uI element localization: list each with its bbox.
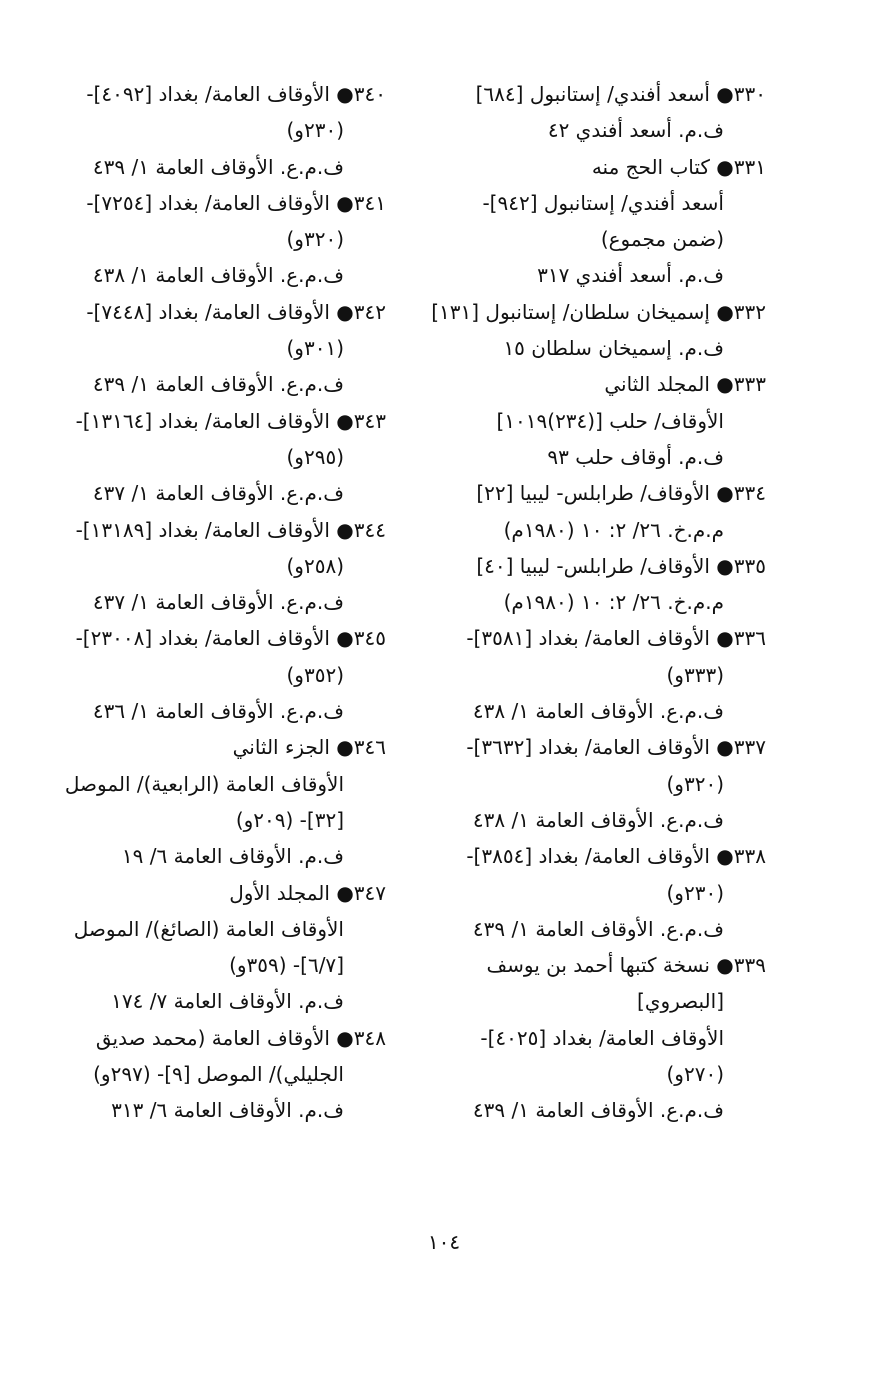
entry-heading-line: ٣٤٢● الأوقاف العامة/ بغداد [٧٤٤٨]- (86, 299, 386, 324)
entry-detail-line: (٣٥٢و) (286, 662, 344, 687)
entry-heading-line: ٣٤٠● الأوقاف العامة/ بغداد [٤٠٩٢]- (86, 82, 386, 106)
entry-detail-line: ف.م.ع. الأوقاف العامة ١/ ٤٣٨ (92, 263, 344, 288)
entry-detail-line: الأوقاف العامة (الرابعية)/ الموصل (64, 771, 344, 796)
entry-detail-line: ف.م.ع. الأوقاف العامة ١/ ٤٣٩ (472, 1098, 724, 1123)
entry-heading-line: ٣٣٠● أسعد أفندي/ إستانبول [٦٨٤] (475, 82, 766, 106)
entry-detail-line: الأوقاف العامة (الصائغ)/ الموصل (73, 916, 344, 941)
entry-heading-line: ٣٣٤● الأوقاف/ طرابلس- ليبيا [٢٢] (476, 481, 766, 506)
entry-detail-line: أسعد أفندي/ إستانبول [٩٤٢]- (482, 190, 724, 215)
entry-detail-line: ف.م. أسعد أفندي ٣١٧ (537, 263, 724, 288)
entry-detail-line: ف.م.ع. الأوقاف العامة ١/ ٤٣٧ (92, 481, 344, 506)
entry-detail-line: م.م.خ. ٢٦/ ٢: ١٠ (١٩٨٠م) (503, 517, 724, 542)
entry-detail-line: (٢٧٠و) (666, 1062, 724, 1087)
entry-detail-line: الأوقاف/ حلب [(٢٣٤)١٠١٩] (496, 408, 724, 433)
entry-detail-line: (٢٣٠و) (666, 880, 724, 905)
entry-heading-line: ٣٣٥● الأوقاف/ طرابلس- ليبيا [٤٠] (476, 553, 766, 578)
entry-detail-line: ف.م.ع. الأوقاف العامة ١/ ٤٣٩ (472, 916, 724, 941)
entry-heading-line: ٣٣٦● الأوقاف العامة/ بغداد [٣٥٨١]- (466, 626, 766, 651)
entry-detail-line: (٣٢٠و) (666, 771, 724, 796)
entry-detail-line: [٣٢]- (٢٠٩و) (235, 807, 344, 832)
entry-heading-line: ٣٤٦● الجزء الثاني (232, 735, 386, 760)
entry-detail-line: [٦/٧]- (٣٥٩و) (229, 953, 344, 978)
page-number: ١٠٤ (427, 1230, 461, 1254)
entry-detail-line: ف.م.ع. الأوقاف العامة ١/ ٤٣٦ (92, 699, 344, 724)
entry-detail-line: (٢٣٠و) (286, 118, 344, 143)
entry-heading-line: ٣٣٩● نسخة كتبها أحمد بن يوسف (486, 953, 766, 978)
right-column (421, 76, 766, 1129)
entry-heading-line: ٣٣٢● إسميخان سلطان/ إستانبول [١٣١] (431, 299, 766, 324)
entry-heading-line: ٣٣٧● الأوقاف العامة/ بغداد [٣٦٣٢]- (466, 735, 766, 760)
left-column (41, 76, 386, 1129)
entry-detail-line: (٣٢٠و) (286, 227, 344, 252)
entry-detail-line: ف.م. الأوقاف العامة ٦/ ٣١٣ (111, 1098, 344, 1123)
entry-detail-line: ف.م. أوقاف حلب ٩٣ (547, 444, 724, 469)
entry-heading-line: ٣٣٣● المجلد الثاني (604, 372, 766, 397)
entry-heading-line: ٣٤٧● المجلد الأول (229, 880, 386, 905)
entry-detail-line: الجليلي)/ الموصل [٩]- (٢٩٧و) (93, 1062, 344, 1087)
entry-detail-line: ف.م.ع. الأوقاف العامة ١/ ٤٣٨ (472, 807, 724, 832)
entry-detail-line: (٢٩٥و) (286, 444, 344, 469)
entry-detail-line: (ضمن مجموع) (600, 227, 724, 252)
entry-detail-line: ف.م.ع. الأوقاف العامة ١/ ٤٣٧ (92, 590, 344, 615)
entry-detail-line: ف.م.ع. الأوقاف العامة ١/ ٤٣٨ (472, 699, 724, 724)
entry-detail-line: [البصروي] (637, 989, 724, 1014)
entry-heading-line: ٣٤٣● الأوقاف العامة/ بغداد [١٣١٦٤]- (75, 408, 386, 433)
entry-detail-line: الأوقاف العامة/ بغداد [٤٠٢٥]- (480, 1025, 724, 1050)
entry-detail-line: (٢٥٨و) (286, 553, 344, 578)
entry-detail-line: ف.م.ع. الأوقاف العامة ١/ ٤٣٩ (92, 372, 344, 397)
entry-detail-line: م.م.خ. ٢٦/ ٢: ١٠ (١٩٨٠م) (503, 590, 724, 615)
entry-detail-line: (٣٣٣و) (666, 662, 724, 687)
entry-detail-line: ف.م. الأوقاف العامة ٦/ ١٩ (121, 844, 344, 869)
entry-heading-line: ٣٤٥● الأوقاف العامة/ بغداد [٢٣٠٠٨]- (75, 626, 386, 651)
entry-detail-line: ف.م.ع. الأوقاف العامة ١/ ٤٣٩ (92, 154, 344, 179)
entry-heading-line: ٣٣١● كتاب الحج منه (591, 154, 766, 179)
entry-heading-line: ٣٣٨● الأوقاف العامة/ بغداد [٣٨٥٤]- (466, 844, 766, 869)
entry-heading-line: ٣٤٨● الأوقاف العامة (محمد صديق (95, 1025, 386, 1050)
entry-detail-line: ف.م. إسميخان سلطان ١٥ (503, 336, 724, 361)
entry-detail-line: (٣٠١و) (286, 336, 344, 361)
entry-heading-line: ٣٤١● الأوقاف العامة/ بغداد [٧٢٥٤]- (86, 190, 386, 215)
entry-detail-line: ف.م. أسعد أفندي ٤٢ (547, 118, 724, 143)
entry-detail-line: ف.م. الأوقاف العامة ٧/ ١٧٤ (111, 989, 344, 1014)
entry-heading-line: ٣٤٤● الأوقاف العامة/ بغداد [١٣١٨٩]- (75, 517, 386, 542)
